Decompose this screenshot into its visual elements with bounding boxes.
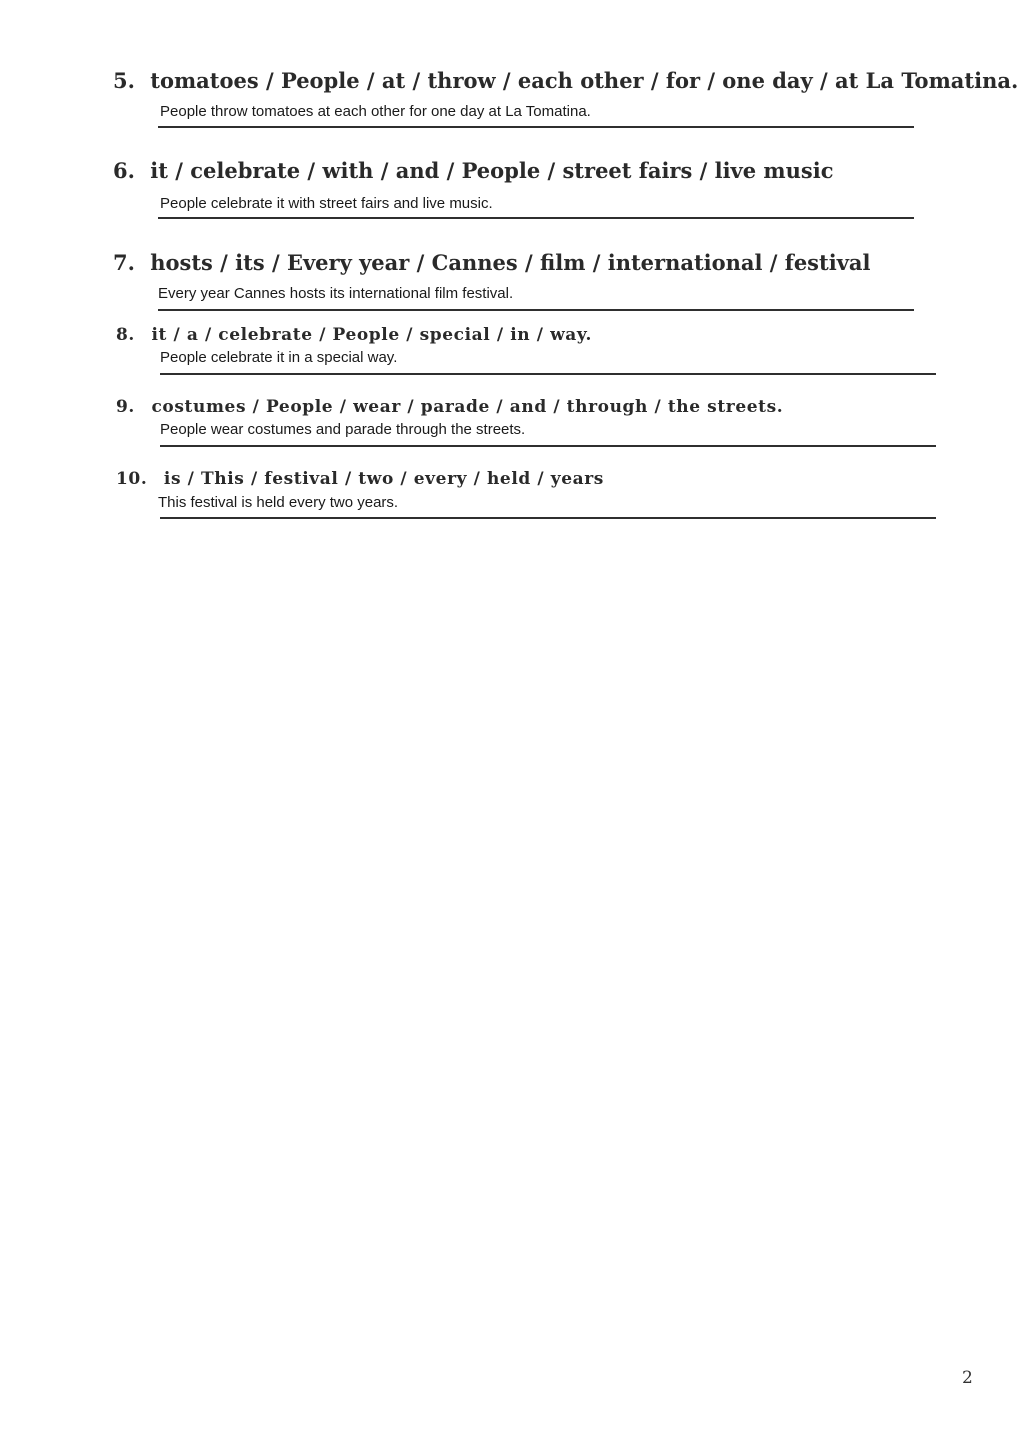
answer-line bbox=[160, 445, 936, 447]
exercise-prompt bbox=[113, 250, 870, 275]
exercise-answer: People celebrate it with street fairs and live music. bbox=[160, 195, 493, 212]
exercise-prompt bbox=[116, 325, 592, 345]
exercise-prompt bbox=[116, 469, 604, 489]
exercise-words: it / a / celebrate / People / special / in / way. bbox=[151, 325, 592, 345]
exercise-answer: People throw tomatoes at each other for one day at La Tomatina. bbox=[160, 103, 591, 120]
answer-line bbox=[160, 373, 936, 375]
answer-line bbox=[158, 217, 914, 219]
answer-line bbox=[158, 309, 914, 311]
answer-line bbox=[158, 126, 914, 128]
exercise-number: 7. bbox=[113, 250, 135, 275]
exercise-number: 8. bbox=[116, 325, 135, 345]
exercise-prompt bbox=[113, 158, 834, 183]
exercise-number: 9. bbox=[116, 397, 135, 417]
exercise-answer: People wear costumes and parade through the streets. bbox=[160, 421, 526, 438]
exercise-prompt bbox=[116, 397, 783, 417]
exercise-words: it / celebrate / with / and / People / street fairs / live music bbox=[150, 158, 834, 183]
answer-line bbox=[160, 517, 936, 519]
exercise-prompt bbox=[113, 68, 1018, 93]
exercise-number: 10. bbox=[116, 469, 148, 489]
exercise-answer: This festival is held every two years. bbox=[158, 494, 399, 511]
exercise-words: hosts / its / Every year / Cannes / film / international / festival bbox=[150, 250, 871, 275]
exercise-answer: Every year Cannes hosts its international film festival. bbox=[158, 285, 514, 302]
page-number: 2 bbox=[962, 1368, 973, 1388]
exercise-number: 5. bbox=[113, 68, 135, 93]
exercise-words: costumes / People / wear / parade / and / through / the streets. bbox=[151, 397, 784, 417]
exercise-number: 6. bbox=[113, 158, 135, 183]
exercise-words: tomatoes / People / at / throw / each other / for / one day / at La Tomatina. bbox=[150, 68, 1019, 93]
exercise-words: is / This / festival / two / every / held / years bbox=[163, 469, 604, 489]
exercise-answer: People celebrate it in a special way. bbox=[160, 349, 398, 366]
